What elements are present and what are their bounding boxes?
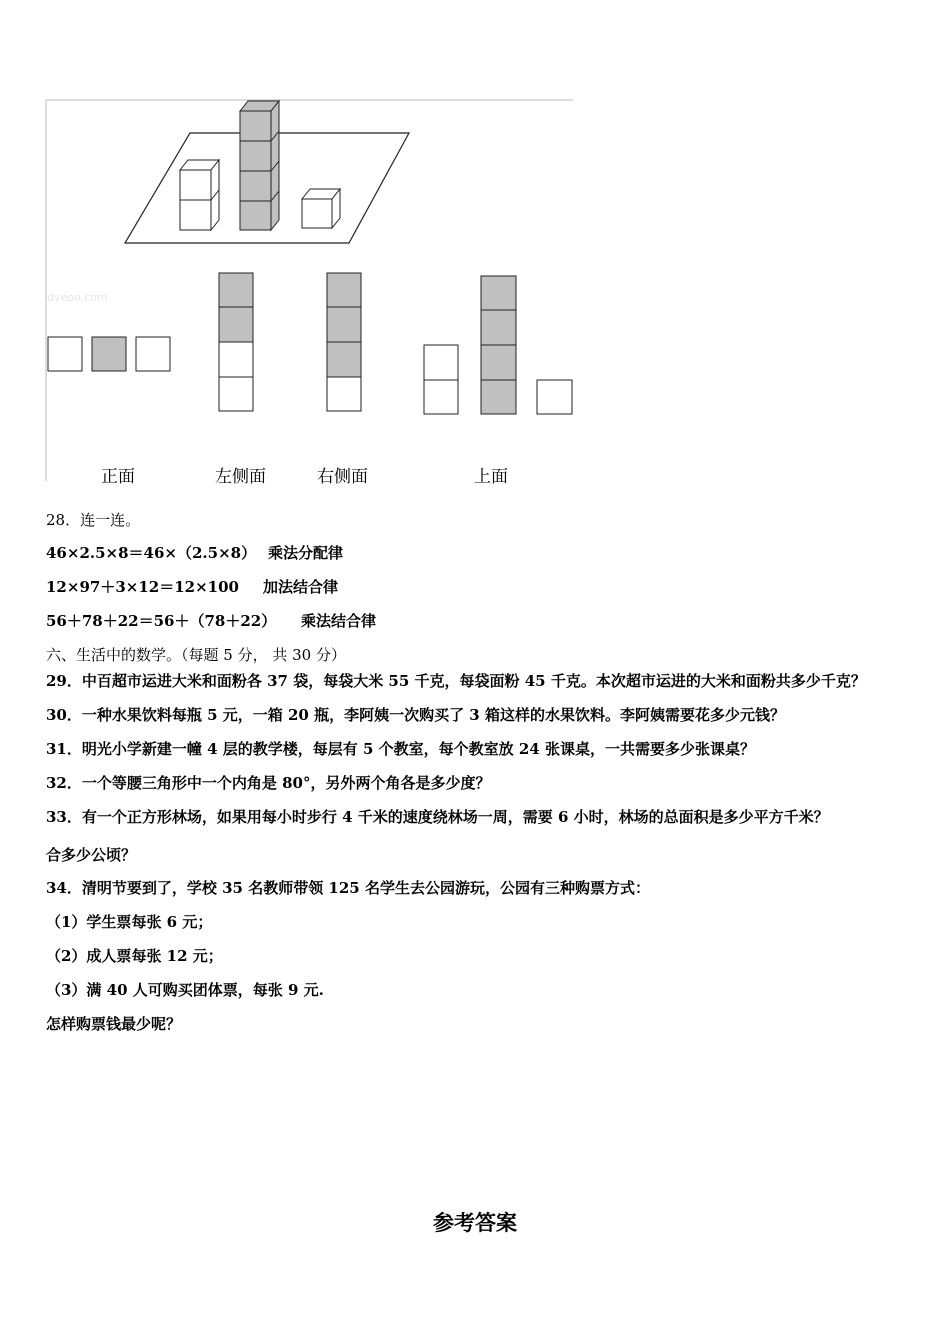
view-label-left-side: 左侧面 (215, 467, 266, 487)
q28-equation-3: 56＋78＋22＝56＋（78＋22） (46, 612, 277, 630)
front-view (48, 337, 170, 371)
cube-views-figure (45, 99, 575, 481)
question-34-option-2: （2）成人票每张 12 元； (46, 947, 223, 965)
question-34-ask: 怎样购票钱最少呢？ (46, 1015, 182, 1033)
question-33-continued: 合多少公顷？ (46, 846, 137, 864)
middle-cube-tower (240, 101, 279, 230)
question-34-option-3: （3）满 40 人可购买团体票，每张 9 元. (46, 981, 324, 999)
question-34-option-1: （1）学生票每张 6 元； (46, 913, 213, 931)
question-31: 31．明光小学新建一幢 4 层的教学楼，每层有 5 个教室，每个教室放 24 张课桌，一共需要多少张课桌？ (46, 740, 755, 758)
view-label-right-side: 右侧面 (317, 467, 368, 487)
right-single-cube (302, 189, 340, 228)
left-side-view (219, 273, 253, 411)
top-view (424, 276, 572, 414)
left-cube-stack (180, 160, 219, 230)
view-label-front: 正面 (101, 467, 135, 487)
question-32: 32．一个等腰三角形中一个内角是 80°，另外两个角各是多少度？ (46, 774, 491, 792)
view-label-top: 上面 (474, 467, 508, 487)
q28-equation-2: 12×97＋3×12＝12×100 (46, 578, 239, 596)
svg-text:dyeoo.com: dyeoo.com (47, 291, 108, 304)
answer-section-title: 参考答案 (433, 1211, 517, 1235)
q28-equation-1: 46×2.5×8＝46×（2.5×8） (46, 544, 257, 562)
q28-law-3: 乘法结合律 (301, 612, 377, 630)
question-29: 29．中百超市运进大米和面粉各 37 袋，每袋大米 55 千克，每袋面粉 45 千克。本次超市运进的大米和面粉共多少千克？ (46, 672, 866, 690)
question-30: 30．一种水果饮料每瓶 5 元，一箱 20 瓶，李阿姨一次购买了 3 箱这样的水果饮料。李阿姨需要花多少元钱？ (46, 706, 785, 724)
cube-diagram (45, 99, 575, 481)
right-side-view (327, 273, 361, 411)
q28-law-2: 加法结合律 (263, 578, 339, 596)
q28-law-1: 乘法分配律 (268, 544, 344, 562)
section6-heading: 六、生活中的数学。（每题 5 分， 共 30 分） (46, 646, 346, 664)
question-33: 33．有一个正方形林场，如果用每小时步行 4 千米的速度绕林场一周，需要 6 小时，林场的总面积是多少平方千米？ (46, 808, 829, 826)
q28-title: 28．连一连。 (46, 511, 141, 529)
question-34: 34．清明节要到了，学校 35 名教师带领 125 名学生去公园游玩，公园有三种购票方式： (46, 879, 650, 897)
